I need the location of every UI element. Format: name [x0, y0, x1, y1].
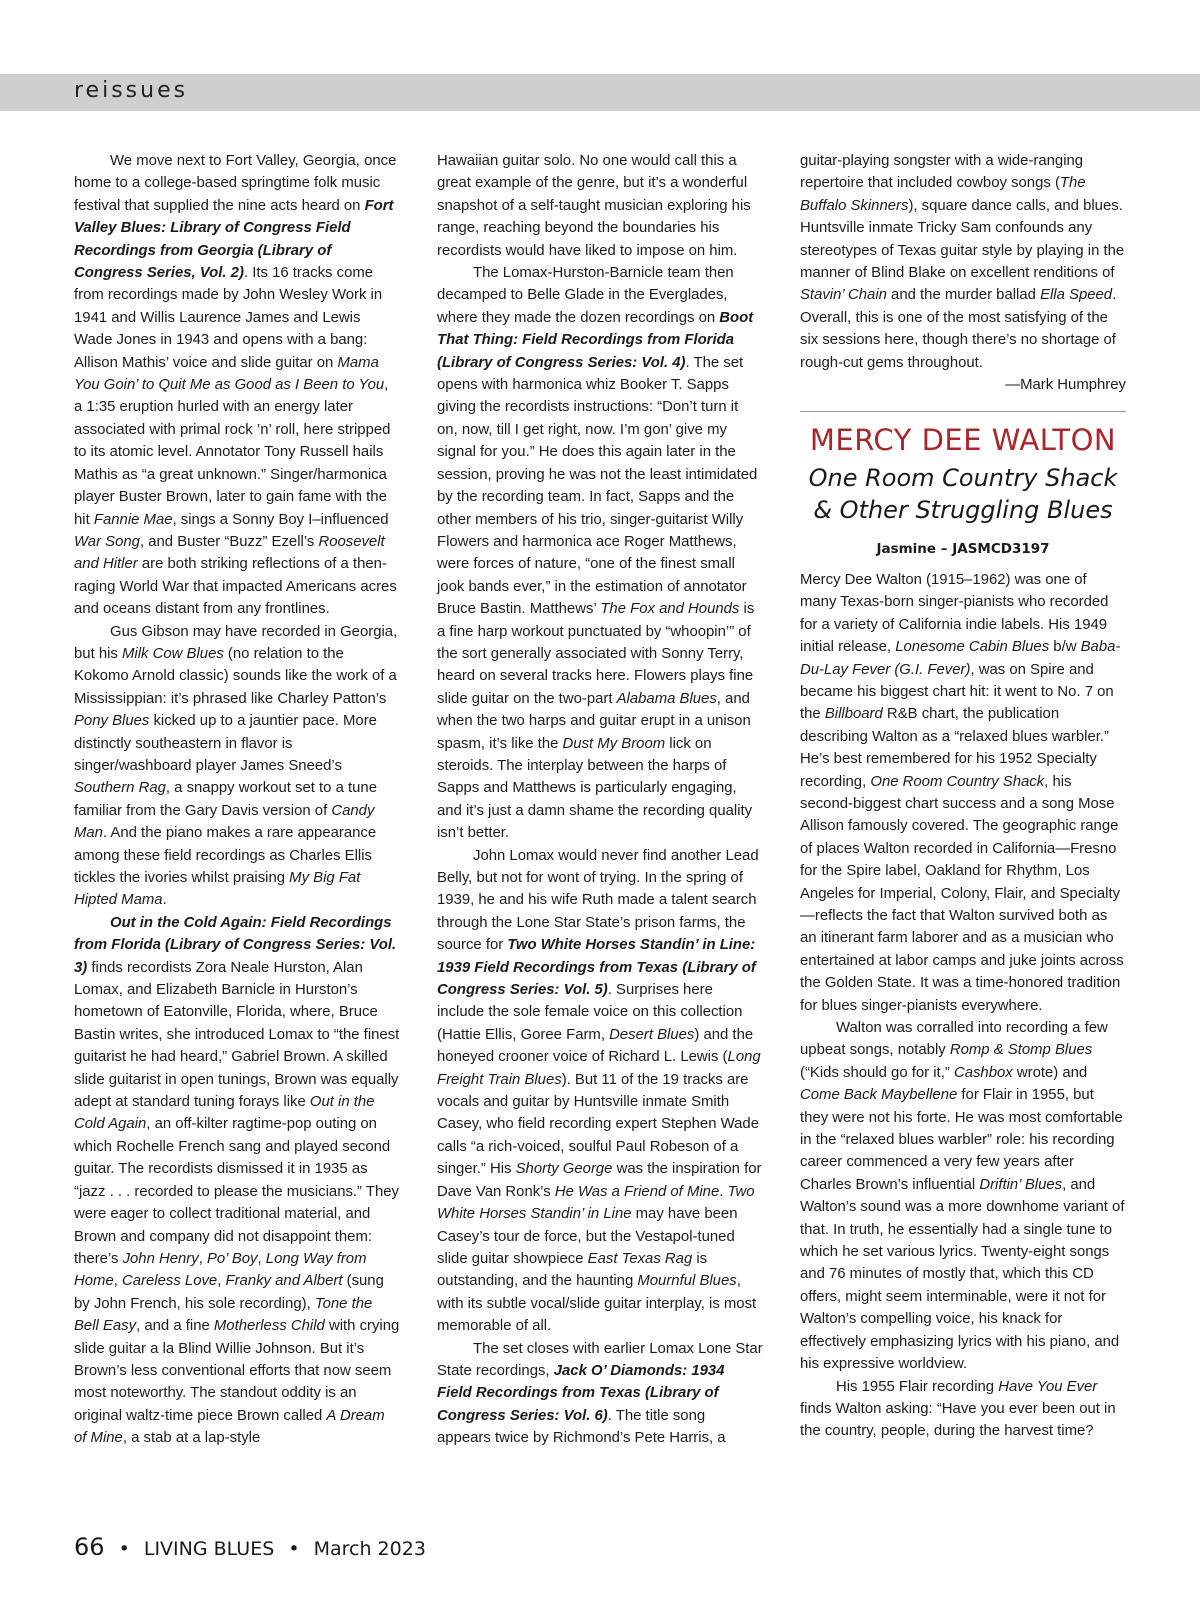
body-paragraph: The Lomax-Hurston-Barnicle team then decamped to Belle Glade in the Everglades, where they made the dozen recordings on Boot That Thing: Field Recordings from Florida (Library of Congress Series: Vol. 4). The set opens with harmonica whiz Booker T. Sapps giving the recordists instructions: “Don’t turn it on, now, till I get right, now. I’m gon’ give my signal for you.” He does this again later in the session, proving he was not the least intimidated by the recording team. In fact, Sapps and the other members of his trio, singer-guitarist Willy Flowers and harmonica ace Roger Matthews, were forces of nature, “one of the finest small jook bands ever,” in the estimation of annotator Bruce Bastin. Matthews’ The Fox and Hounds is a fine harp workout punctuated by “whoopin’” of the sort generally associated with Sonny Terry, heard on several tracks here. Flowers plays fine slide guitar on the two-part Alabama Blues, and when the two harps and guitar erupt in a unison spasm, it’s like the Dust My Broom lick on steroids. The interplay between the harps of Sapps and Matthews is particularly engaging, and it’s just a damn shame the recording quality isn’t better.	[437, 265, 758, 842]
review-label-catalog: Jasmine – JASMCD3197	[876, 541, 1050, 558]
song-title: Mama You Goin’ to Quit Me as Good as I Been to You	[74, 354, 385, 394]
song-title: He Was a Friend of Mine	[554, 1183, 720, 1200]
song-title: The Buffalo Skinners	[800, 175, 1086, 214]
review-artist: MERCY DEE WALTON	[809, 423, 1117, 458]
song-title: Dust My Broom	[562, 735, 666, 752]
page-footer	[74, 1533, 426, 1561]
page-number: 66	[74, 1533, 105, 1561]
song-title: Out in the Cold Again	[74, 1094, 375, 1133]
album-title: Boot That Thing: Field Recordings from Florida (Library of Congress Series: Vol. 4)	[437, 309, 754, 371]
column-2	[437, 150, 763, 1450]
section-header-bar	[0, 74, 1200, 111]
song-title: John Henry	[122, 1250, 199, 1267]
body-paragraph: guitar-playing songster with a wide-ranging repertoire that included cowboy songs (The Buffalo Skinners), square dance calls, and blues. Huntsville inmate Tricky Sam confounds any stereotypes of Texas guitar style by playing in the manner of Blind Blake on excellent renditions of Stavin’ Chain and the murder ballad Ella Speed. Overall, this is one of the most satisfying of the six sessions here, though there’s no shortage of rough-cut gems throughout.	[800, 153, 1125, 371]
body-paragraph: John Lomax would never find another Lead Belly, but not for wont of trying. In the spring of 1939, he and his wife Ruth made a talent search through the Lone Star State’s prison farms, the source for Two White Horses Standin’ in Line: 1939 Field Recordings from Texas (Library of Congress Series: Vol. 5). Surprises here include the sole female voice on this collection (Hattie Ellis, Goree Farm, Desert Blues) and the honeyed crooner voice of Richard L. Lewis (Long Freight Train Blues). But 11 of the 19 tracks are vocals and guitar by Huntsville inmate Smith Casey, who field recording expert Stephen Wade calls “a rich-voiced, soulful Paul Robeson of a singer.” His Shorty George was the inspiration for Dave Van Ronk’s He Was a Friend of Mine. Two White Horses Standin’ in Line may have been Casey’s tour de force, but the Vestapol-tuned slide guitar showpiece East Texas Rag is outstanding, and the haunting Mournful Blues, with its subtle vocal/slide guitar interplay, is most memorable of all.	[437, 847, 762, 1335]
bullet-separator: •	[288, 1538, 300, 1560]
song-title: Have You Ever	[998, 1378, 1098, 1395]
song-title: Mournful Blues	[637, 1273, 737, 1290]
body-paragraph: Mercy Dee Walton (1915–1962) was one of many Texas-born singer-pianists who recorded for a variety of California indie labels. His 1949 initial release, Lonesome Cabin Blues b/w Baba-Du-Lay Fever (G.I. Fever), was on Spire and became his biggest chart hit: it went to No. 7 on the Billboard R&B chart, the publication describing Walton as a “relaxed blues warbler.” He’s best remembered for his 1952 Specialty recording, One Room Country Shack, his second-biggest chart success and a song Mose Allison famously covered. The geographic range of places Walton recorded in California—Fresno for the Spire label, Oakland for Rhythm, Los Angeles for Imperial, Colony, Flair, and Specialty—reflects the fact that Walton survived both as an itinerant farm laborer and as a musician who entertained at labor camps and juke joints across the Golden State. It was a time-honored tradition for blues singer-pianists everywhere.	[800, 571, 1124, 1014]
song-title: Southern Rag	[74, 780, 166, 797]
body-paragraph: Out in the Cold Again: Field Recordings from Florida (Library of Congress Series: Vol. 3) finds recordists Zora Neale Hurston, Alan Lomax, and Elizabeth Barnicle in Hurston’s hometown of Eatonville, Florida, where, Bruce Bastin writes, she introduced Lomax to “the finest guitarist he had heard,” Gabriel Brown. A skilled slide guitarist in open tunings, Brown was equally adept at standard tuning forays like Out in the Cold Again, an off-kilter ragtime-pop outing on which Rochelle French sang and played second guitar. The recordists dismissed it in 1935 as “jazz . . . recorded to please the musicians.” They were eager to collect traditional material, and Brown and company did not disappoint them: there’s John Henry, Po’ Boy, Long Way from Home, Careless Love, Franky and Albert (sung by John French, his sole recording), Tone the Bell Easy, and a fine Motherless Child with crying slide guitar a la Blind Willie Johnson. But it’s Brown’s less conventional efforts that now seem most noteworthy. The standout oddity is an original waltz-time piece Brown called A Dream of Mine, a stab at a lap-style	[74, 914, 400, 1447]
song-title: Come Back Maybellene	[800, 1087, 958, 1104]
song-title: Romp & Stomp Blues	[949, 1042, 1093, 1059]
song-title: Desert Blues	[609, 1026, 695, 1043]
song-title: Long Way from Home	[74, 1250, 367, 1290]
body-paragraph: Hawaiian guitar solo. No one would call this a great example of the genre, but it’s a wonderful snapshot of a self-taught musician exploring his range, reaching beyond the boundaries his recordists would have liked to impose on him.	[437, 153, 751, 259]
album-title: Fort Valley Blues: Library of Congress Field Recordings from Georgia (Library of Congress Series, Vol. 2)	[74, 197, 394, 282]
song-title: Candy Man	[74, 802, 375, 842]
body-paragraph: Walton was corralled into recording a few upbeat songs, notably Romp & Stomp Blues (“Kids should go for it,” Cashbox wrote) and Come Back Maybellene for Flair in 1955, but they were not his forte. He was most comfortable in the “relaxed blues warbler” role: his recording career commenced a very few years after Charles Brown’s influential Driftin’ Blues, and Walton’s sound was a more downhome variant of that. In truth, he essentially had a single tune to which he set various lyrics. Twenty-eight songs and 76 minutes of mostly that, which this CD offers, might seem interminable, were it not for Walton’s compelling voice, his knack for effectively emphasizing lyrics with his piano, and his expressive worldview.	[800, 1020, 1125, 1373]
song-title: Shorty George	[515, 1161, 613, 1178]
body-paragraph: We move next to Fort Valley, Georgia, once home to a college-based springtime folk music festival that supplied the nine acts heard on Fort Valley Blues: Library of Congress Field Recordings from Georgia (Library of Congress Series, Vol. 2). Its 16 tracks come from recordings made by John Wesley Work in 1941 and Willis Laurence James and Lewis Wade Jones in 1943 and opens with a bang: Allison Mathis’ voice and slide guitar on Mama You Goin’ to Quit Me as Good as I Been to You, a 1:35 eruption hurled with an energy later associated with primal rock ’n’ roll, here stripped to its atomic level. Annotator Tony Russell hails Mathis as “a great unknown.” Singer/harmonica player Buster Brown, later to gain fame with the hit Fannie Mae, sings a Sonny Boy I–influenced War Song, and Buster “Buzz” Ezell’s Roosevelt and Hitler are both striking reflections of a then-raging World War that impacted Americans acres and oceans distant from any frontlines.	[74, 153, 397, 618]
song-title: Cashbox	[953, 1064, 1013, 1081]
song-title: Milk Cow Blues	[122, 645, 224, 662]
song-title: War Song	[74, 533, 140, 550]
song-title: A Dream of Mine	[74, 1407, 385, 1447]
bullet-separator: •	[118, 1538, 130, 1560]
song-title: Billboard	[824, 706, 883, 723]
song-title: East Texas Rag	[587, 1250, 693, 1267]
body-paragraph: The set closes with earlier Lomax Lone Star State recordings, Jack O’ Diamonds: 1934 Field Recordings from Texas (Library of Congress Series: Vol. 6). The title song appears twice by Richmond’s Pete Harris, a	[437, 1340, 763, 1447]
magazine-name: LIVING BLUES	[143, 1538, 275, 1560]
song-title: Lonesome Cabin Blues	[895, 639, 1050, 656]
song-title: Driftin’ Blues	[979, 1176, 1063, 1193]
song-title: My Big Fat Hipted Mama	[74, 870, 361, 909]
reviewer-byline: —Mark Humphrey	[1005, 377, 1126, 394]
song-title: Ella Speed	[1040, 287, 1113, 304]
song-title: Long Freight Train Blues	[437, 1049, 761, 1088]
section-label: reissues	[74, 78, 189, 103]
issue-date: March 2023	[313, 1538, 426, 1560]
column-1	[74, 150, 400, 1450]
song-title: Motherless Child	[213, 1318, 325, 1335]
song-title: Stavin’ Chain	[800, 287, 887, 304]
song-title: One Room Country Shack	[870, 773, 1045, 790]
review-album-title: One Room Country Shack & Other Struggling Blues	[808, 464, 1118, 525]
album-title: Jack O’ Diamonds: 1934 Field Recordings from Texas (Library of Congress Series: Vol. 6)	[437, 1362, 725, 1424]
song-title: Pony Blues	[74, 713, 150, 730]
album-title: Two White Horses Standin’ in Line: 1939 Field Recordings from Texas (Library of Congress Series: Vol. 5)	[437, 937, 756, 999]
song-title: Alabama Blues	[616, 690, 717, 707]
column-3	[800, 150, 1126, 1443]
song-title: Fannie Mae	[93, 511, 173, 528]
album-title: Out in the Cold Again: Field Recordings from Florida (Library of Congress Series: Vol. 3)	[74, 914, 397, 976]
review-divider	[800, 411, 1126, 412]
song-title: Franky and Albert	[225, 1273, 343, 1290]
song-title: Two White Horses Standin’ in Line	[437, 1183, 755, 1223]
song-title: Po’ Boy	[207, 1250, 258, 1267]
body-paragraph: His 1955 Flair recording Have You Ever finds Walton asking: “Have you ever been out in the country, people, during the harvest time?	[800, 1378, 1116, 1440]
song-title: Careless Love	[122, 1273, 218, 1290]
body-paragraph: Gus Gibson may have recorded in Georgia, but his Milk Cow Blues (no relation to the Kokomo Arnold classic) sounds like the work of a Mississippian: it’s phrased like Charley Patton’s Pony Blues kicked up to a jauntier pace. More distinctly southeastern in flavor is singer/washboard player James Sneed’s Southern Rag, a snappy workout set to a tune familiar from the Gary Davis version of Candy Man. And the piano makes a rare appearance among these field recordings as Charles Ellis tickles the ivories whilst praising My Big Fat Hipted Mama.	[74, 623, 398, 909]
song-title: Tone the Bell Easy	[74, 1295, 373, 1335]
song-title: Baba-Du-Lay Fever (G.I. Fever)	[800, 639, 1121, 678]
song-title: The Fox and Hounds	[600, 601, 740, 618]
song-title: Roosevelt and Hitler	[74, 533, 385, 573]
